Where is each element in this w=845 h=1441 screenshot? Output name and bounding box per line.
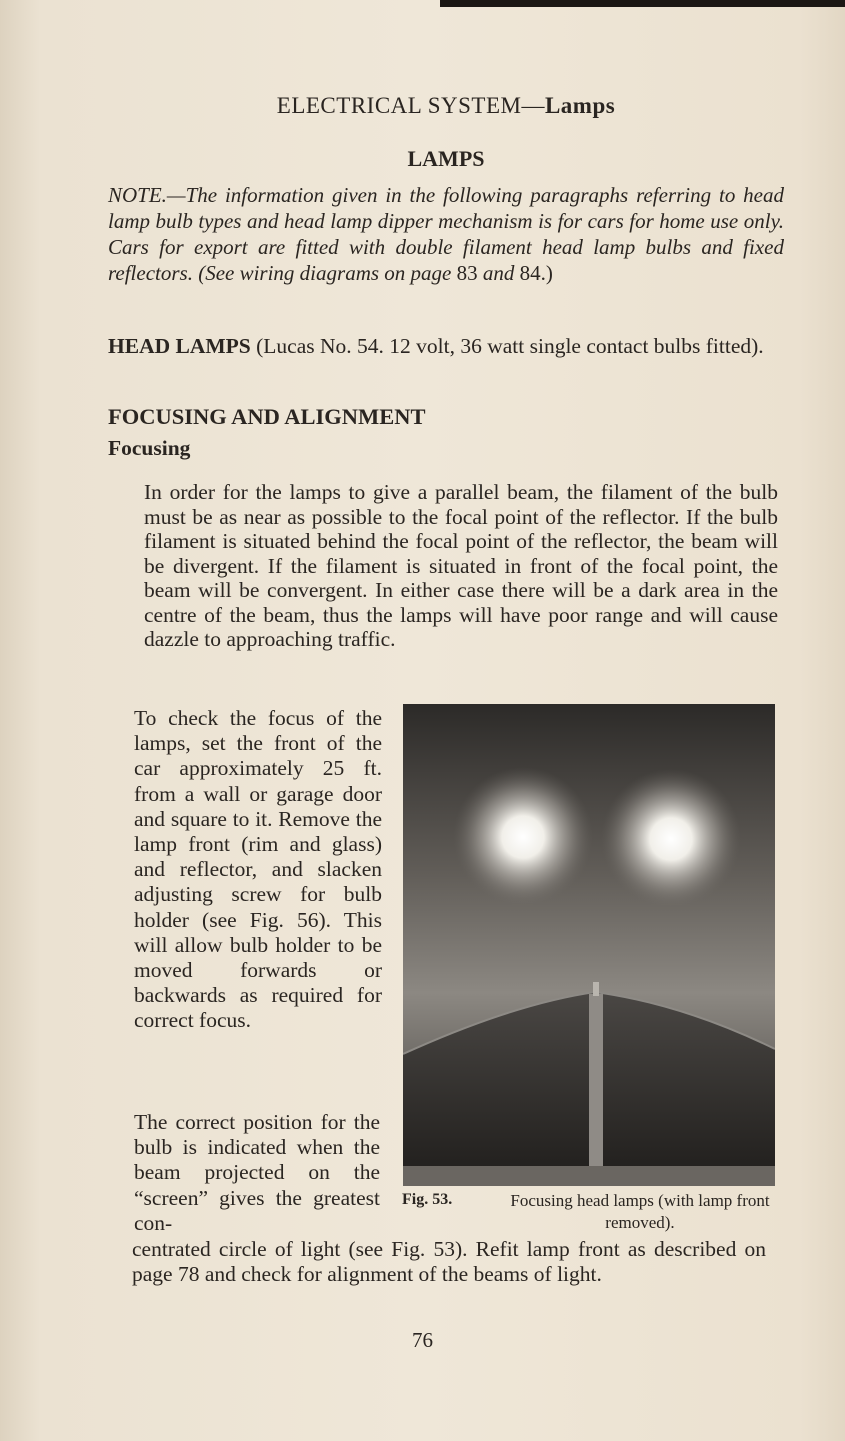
running-header [108,93,784,119]
paragraph-check-focus: To check the focus of the lamps, set the front of the car approximately 25 ft. from a wall or garage door and square to it. Remove the lamp front (rim and glass) and reflector, and slacken adjusting screw for bulb holder (see Fig. 56). This will allow bulb holder to be moved forwards or backwards as required for correct focus. [134,706,382,1033]
bonnet-centre-strip [589,994,603,1166]
paragraph-focusing-intro: In order for the lamps to give a parallel beam, the filament of the bulb must be as near as possible to the focal point of the reflector. If the bulb filament is situated behind the focal point of the reflector, the beam will be divergent. If the filament is situated in front of the focal point, the beam will be convergent. In either case there will be a dark area in the centre of the beam, thus the lamps will have poor range and will cause dazzle to approaching traffic. [144,480,778,651]
page-number: 76 [412,1328,433,1352]
header-section: ELECTRICAL SYSTEM— [276,93,545,118]
section-heading: FOCUSING AND ALIGNMENT [108,404,426,429]
head-lamps-text: (Lucas No. 54. 12 volt, 36 watt single contact bulbs fitted). [250,334,764,358]
focusing-photo [403,704,775,1186]
note-page-2: 84 [519,261,541,285]
figure-number: Fig. 53. [402,1191,453,1208]
left-beam-spot [453,767,593,907]
header-subsection: Lamps [544,93,616,118]
paragraph-correct-position-continued: centrated circle of light (see Fig. 53). Refit lamp front as described on page 78 and check for alignment of the beams of light. [132,1237,766,1286]
head-lamps-spec [108,334,821,359]
subheading-focusing: Focusing [108,436,191,460]
figure-caption: Focusing head lamps (with lamp front removed). [510,1191,770,1232]
note-end: .) [540,261,553,285]
note-and: and [477,261,520,285]
head-lamps-label: HEAD LAMPS [108,334,251,358]
page-title: LAMPS [407,146,485,171]
note-paragraph [108,182,784,286]
note-lead: NOTE.—The information given in the following paragraphs referring to head lamp bulb types and head lamp dipper mechanism is for cars for home use only. Cars for export are fitted with double filament head lamp bulbs and fixed reflectors. (See wiring diagrams on page [108,183,784,285]
right-beam-spot [601,769,741,909]
page-edge-shadow [440,0,845,7]
paragraph-correct-position: The correct position for the bulb is indicated when the beam projected on the “screen” gives the greatest con- [134,1110,380,1235]
note-page-1: 83 [456,261,478,285]
